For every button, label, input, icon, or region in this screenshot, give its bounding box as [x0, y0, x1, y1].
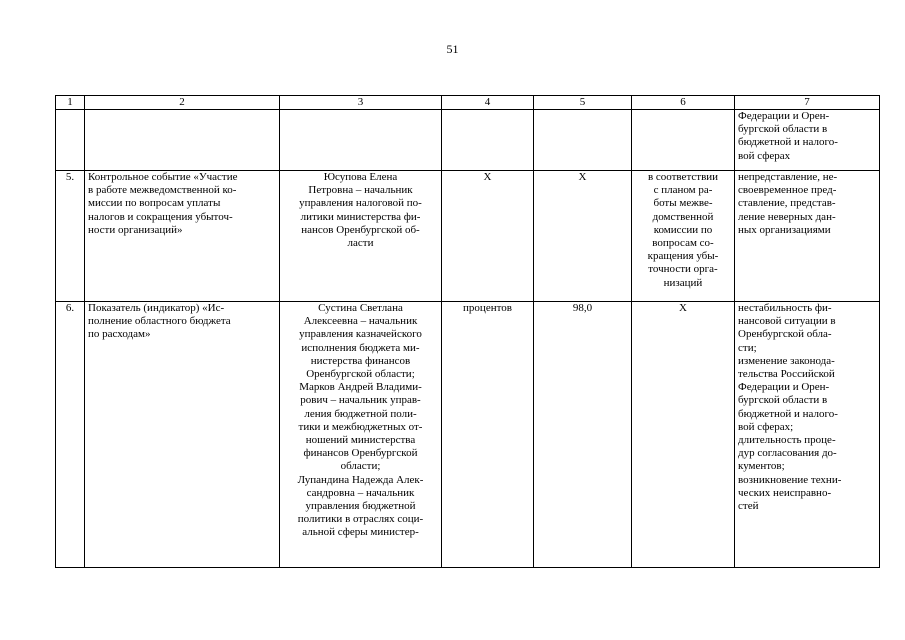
responsible-cell: Юсупова Елена Петровна – начальник управления налоговой по- литики министерства фи- нансов Оренбургской об- ласти	[280, 171, 442, 302]
table-row	[56, 171, 880, 302]
unit-cell: процентов	[442, 302, 534, 568]
page-number: 51	[446, 42, 459, 56]
table-row	[56, 302, 880, 568]
event-cell: Показатель (индикатор) «Ис- полнение областного бюджета по расходам»	[85, 302, 280, 568]
term-cell	[632, 110, 735, 171]
column-header: 4	[442, 96, 534, 110]
row-number-cell	[56, 110, 85, 171]
value-cell: Х	[534, 171, 632, 302]
term-cell: в соответствии с планом ра- боты межве- домственной комиссии по вопросам со- кращения убы- точности орга- низаций	[632, 171, 735, 302]
responsible-cell	[280, 110, 442, 171]
value-cell: 98,0	[534, 302, 632, 568]
column-header: 6	[632, 96, 735, 110]
document-table	[55, 95, 880, 568]
event-cell	[85, 110, 280, 171]
column-header: 1	[56, 96, 85, 110]
row-number-cell: 6.	[56, 302, 85, 568]
row-number-cell: 5.	[56, 171, 85, 302]
risks-cell: нестабильность фи- нансовой ситуации в Оренбургской обла- сти; изменение законода- тельства Российской Федерации и Орен- бургской области в бюджетной и налого- вой сферах; длительность проце- дур согласования до- кументов; возникновение техни- ческих неисправно- стей	[735, 302, 880, 568]
column-header: 2	[85, 96, 280, 110]
event-cell: Контрольное событие «Участие в работе межведомственной ко- миссии по вопросам уплаты налогов и сокращения убыточ- ности организаций»	[85, 171, 280, 302]
risks-cell: непредставление, не- своевременное пред- ставление, представ- ление неверных дан- ных организациями	[735, 171, 880, 302]
column-header: 7	[735, 96, 880, 110]
term-cell: Х	[632, 302, 735, 568]
column-header: 5	[534, 96, 632, 110]
risks-cell: Федерации и Орен- бургской области в бюджетной и налого- вой сферах	[735, 110, 880, 171]
column-header: 3	[280, 96, 442, 110]
value-cell	[534, 110, 632, 171]
header-row	[56, 96, 880, 110]
unit-cell	[442, 110, 534, 171]
responsible-cell: Сустина Светлана Алексеевна – начальник управления казначейского исполнения бюджета ми- нистерства финансов Оренбургской области; Марков Андрей Владими- рович – начальник управ- ления бюджетной поли- тики и межбюджетных от- ношений министерства финансов Оренбургской области; Лупандина Надежда Алек- сандровна – начальник управления бюджетной политики в отраслях соци- альной сферы министер-	[280, 302, 442, 568]
unit-cell: Х	[442, 171, 534, 302]
table-row	[56, 110, 880, 171]
